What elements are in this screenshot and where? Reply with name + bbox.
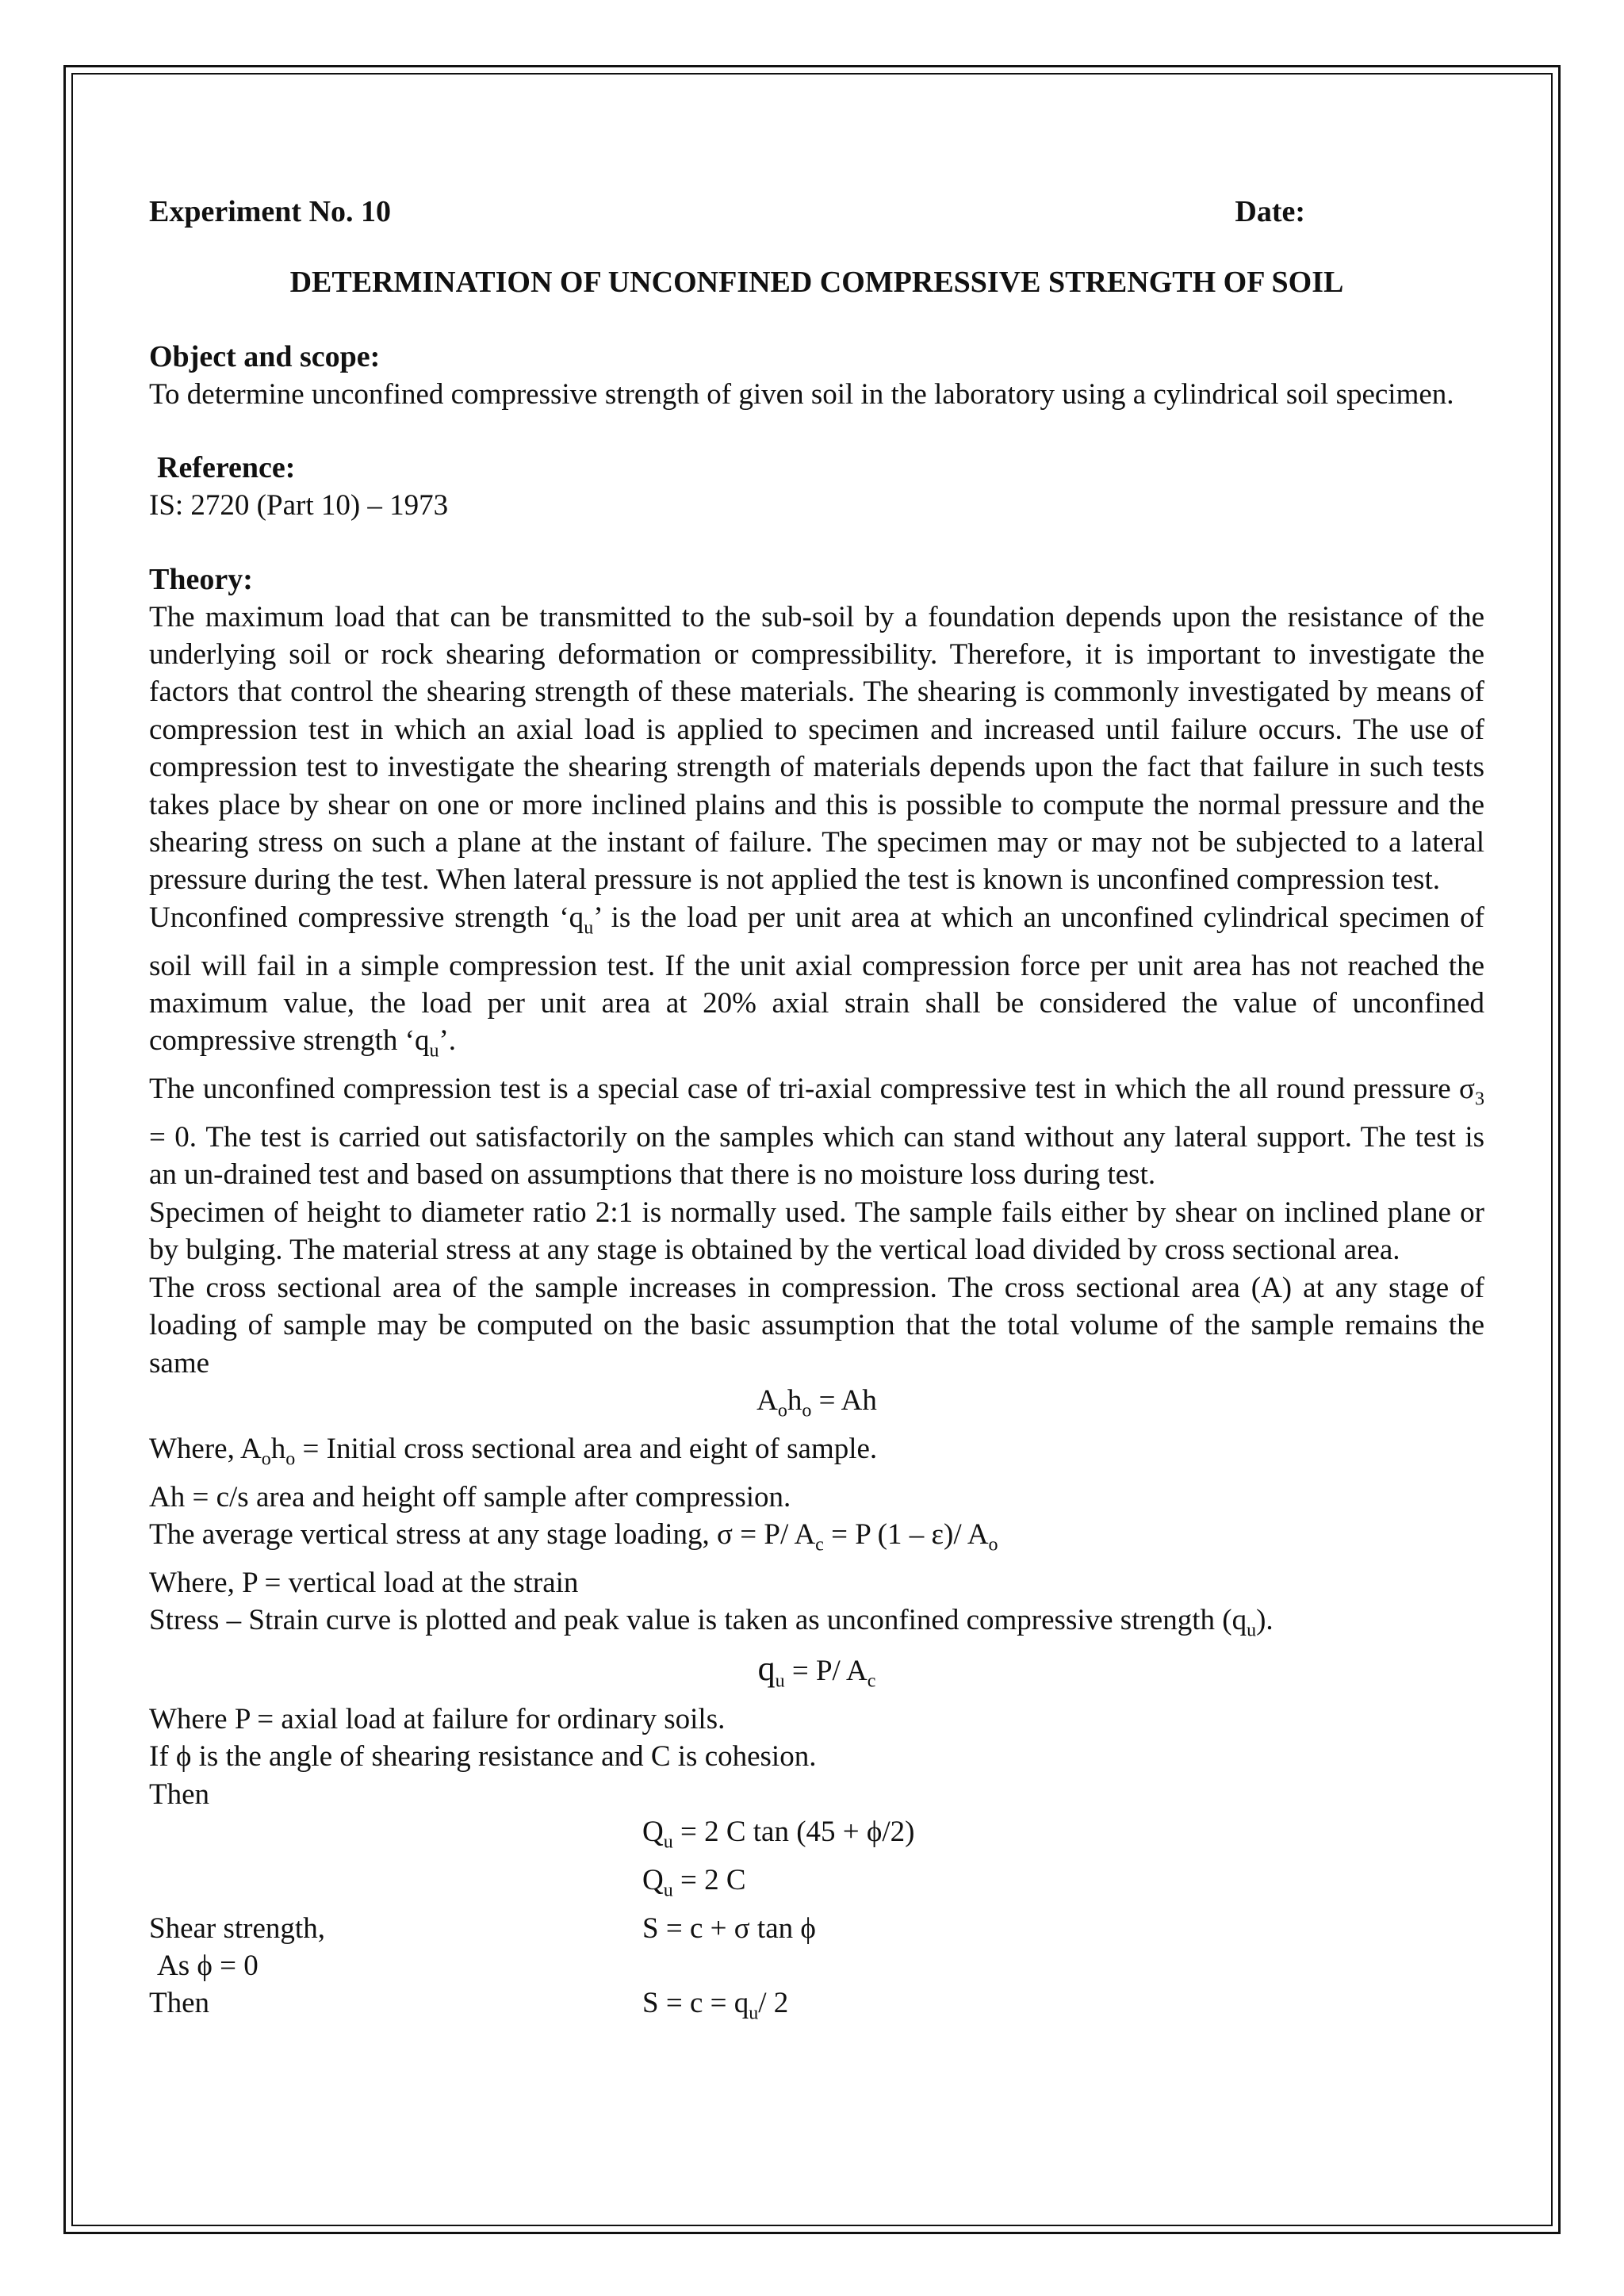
reference-heading: Reference: [157,451,296,485]
reference-section [149,450,1484,524]
document-page [149,193,1484,2033]
theory-heading: Theory: [149,562,253,596]
average-stress-equation: The average vertical stress at any stage loading, σ = P/ $A_c = P$ (1 – ε)/ $A_o$ [149,1517,998,1556]
document-header [149,193,1484,231]
phi-definition: If ϕ is the angle of shearing resistance and C is cohesion. [149,1740,817,1774]
phi-zero-line: As ϕ = 0 [157,1949,259,1982]
final-shear-equation: Then $S = c = q_u/$ 2 [149,1987,789,2024]
document-title: DETERMINATION OF UNCONFINED COMPRESSIVE STRENGTH OF SOIL [289,266,1344,300]
area-after-compression: Ah = c/s area and height off sample after compression. [149,1480,791,1513]
date-label: Date: [1235,195,1305,228]
where-axial-load: Where P = axial load at failure for ordinary soils. [149,1702,726,1735]
then-label-1: Then [149,1777,210,1811]
theory-paragraph-2: Unconfined compressive strength ‘$q_u$’ is the load per unit area at which an unconfined cylindrical specimen of soil will fail in a simple compression test. If the unit axial compression force per unit area has not reached the maximum value, the load per unit area at 20% axial strain shall be considered the value of unconfined compressive strength ‘$q_u$’. [149,901,1485,1062]
qu-equation: $q_u = P/$ $A_c$ [757,1648,876,1692]
object-heading: Object and scope: [149,339,381,373]
theory-paragraph-3: The unconfined compression test is a special case of tri-axial compressive test in which the all round pressure $\sigma_3 = 0$. The test is carried out satisfactorily on the samples which can stand without any lateral support. The test is an un-drained test and based on assumptions that there is no moisture loss during test. [149,1073,1484,1192]
object-section [149,339,1484,413]
volume-equation: $A_oh_o = Ah$ [756,1383,877,1422]
where-initial-area: Where, $A_oh_o$ = Initial cross sectional area and eight of sample. [149,1432,878,1470]
theory-paragraph-1: The maximum load that can be transmitted to the sub-soil by a foundation depends upon the resistance of the underlying soil or rock shearing deformation or compressibility. Therefore, it is important to investigate the factors that control the shearing strength of these materials. The shearing is commonly investigated by means of compression test in which an axial load is applied to specimen and increased until failure occurs. The use of compression test to investigate the shearing strength of materials depends upon the fact that failure in such tests takes place by shear on one or more inclined plains and this is possible to compute the normal pressure and the shearing stress on such a plane at the instant of failure. The specimen may or may not be subjected to a lateral pressure during the test. When lateral pressure is not applied the test is known is unconfined compression test. [149,600,1484,897]
reference-text: IS: 2720 (Part 10) – 1973 [149,489,449,522]
theory-paragraph-5: The cross sectional area of the sample increases in compression. The cross sectional area (A) at any stage of loading of sample may be computed on the basic assumption that the total volume of the sample remains the same [149,1271,1484,1380]
stress-strain-curve-line: Stress – Strain curve is plotted and peak value is taken as unconfined compressive strength $(q_u)$. [149,1604,1274,1641]
where-vertical-load: Where, P = vertical load at the strain [149,1566,579,1599]
qu-2c-equation: $Q_u = 2$ C [642,1863,746,1901]
shear-strength-equation: Shear strength, S = c + σ tan ϕ [149,1911,816,1945]
theory-section [149,561,1484,2034]
experiment-number: Experiment No. 10 [149,195,392,228]
object-text: To determine unconfined compressive strength of given soil in the laboratory using a cylindrical soil specimen. [149,377,1454,411]
theory-paragraph-4: Specimen of height to diameter ratio 2:1 is normally used. The sample fails either by shear on inclined plane or by bulging. The material stress at any stage is obtained by the vertical load divided by cross sectional area. [149,1196,1484,1267]
qu-tan-equation: $Q_u = 2$ C tan (45 + ϕ/2) [642,1815,915,1853]
